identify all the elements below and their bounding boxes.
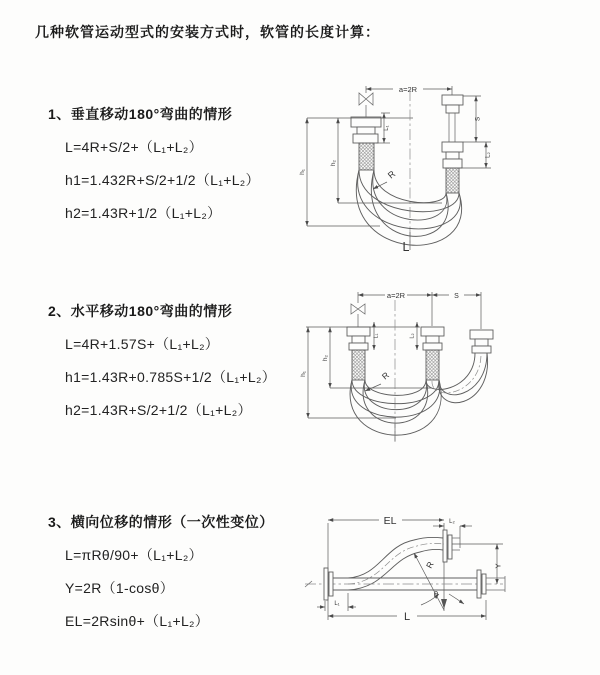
- right-flange-fitting: [470, 330, 493, 353]
- dim-label-h1: h₁: [300, 371, 307, 377]
- formula-h1: h1=1.43R+0.785S+1/2（L₁+L₂）: [65, 369, 276, 385]
- dim-label-y: Y: [493, 563, 503, 569]
- page-title: 几种软管运动型式的安装方式时，软管的长度计算：: [35, 24, 380, 40]
- dimension-l2: [459, 142, 492, 168]
- hose-u-bend-main: [350, 380, 441, 441]
- left-flange-fitting: [347, 327, 370, 380]
- dimension-a2r: [366, 85, 452, 95]
- dim-label-l: L: [403, 611, 411, 623]
- dimension-s: [463, 96, 491, 142]
- dim-label-r: R: [379, 369, 391, 382]
- formula-h2: h2=1.43R+1/2（L₁+L₂）: [65, 205, 222, 221]
- dim-label-l2: L₂: [485, 152, 492, 158]
- middle-flange-fitting: [421, 327, 444, 380]
- dim-label-h1: h₁: [299, 169, 306, 175]
- formula-h1: h1=1.432R+S/2+1/2（L₁+L₂）: [65, 172, 260, 188]
- radius-callout: [373, 168, 398, 189]
- section-3-heading: 3、横向位移的情形（一次性变位）: [48, 514, 274, 530]
- dimension-l1: [317, 593, 356, 611]
- braided-hose-section: [426, 350, 439, 380]
- upper-flange-fitting: [443, 530, 460, 562]
- radius-and-angle-callout: [414, 553, 464, 610]
- diagram-horizontal-180-bend: [300, 291, 493, 442]
- dim-label-el: EL: [383, 515, 397, 527]
- formula-length: L=πRθ/90+（L₁+L₂）: [65, 547, 203, 563]
- dim-label-a2r: a=2R: [386, 291, 406, 300]
- dim-label-a2r: a=2R: [398, 85, 418, 94]
- section-1-heading: 1、垂直移动180°弯曲的情形: [48, 106, 233, 122]
- formula-length: L=4R+1.57S+（L₁+L₂）: [65, 336, 220, 352]
- diagram-vertical-180-bend: [299, 85, 492, 254]
- dim-label-theta: θ: [433, 590, 439, 599]
- dim-label-h2: h₂: [330, 159, 337, 167]
- dim-label-l: L: [402, 240, 410, 254]
- dim-label-r: R: [423, 559, 436, 570]
- hose-straight-position: [305, 578, 503, 590]
- dim-label-l2: L₂: [449, 519, 455, 525]
- braided-hose-section: [359, 143, 374, 170]
- dim-label-l1: L₁: [384, 125, 390, 131]
- braided-hose-section: [446, 168, 459, 193]
- valve-icon: [351, 304, 365, 327]
- dimension-l: [328, 600, 486, 623]
- formula-el: EL=2Rsinθ+（L₁+L₂）: [65, 613, 210, 629]
- dim-label-h2: h₂: [322, 354, 329, 362]
- dimension-l2: [410, 322, 418, 350]
- dimension-h1-h2: [300, 327, 432, 418]
- formula-h2: h2=1.43R+S/2+1/2（L₁+L₂）: [65, 402, 252, 418]
- formula-length: L=4R+S/2+（L₁+L₂）: [65, 139, 203, 155]
- braided-hose-section: [352, 350, 365, 380]
- dim-label-s: S: [454, 293, 459, 300]
- section-2-heading: 2、水平移动180°弯曲的情形: [48, 303, 233, 319]
- dim-label-r: R: [385, 168, 398, 181]
- dim-label-l2: L₂: [409, 333, 416, 339]
- left-flange-fitting: [351, 117, 381, 170]
- dim-label-s: S: [474, 116, 482, 122]
- valve-icon: [359, 93, 373, 117]
- formula-y: Y=2R（1-cosθ）: [65, 580, 175, 596]
- dim-label-l1: L₁: [334, 601, 340, 607]
- diagram-lateral-displacement: [305, 515, 505, 623]
- dim-label-l1: L₁: [373, 333, 380, 339]
- right-pipe-fittings: [442, 95, 463, 193]
- dimension-l1: [374, 322, 380, 350]
- dimension-a2r-s: [358, 291, 481, 329]
